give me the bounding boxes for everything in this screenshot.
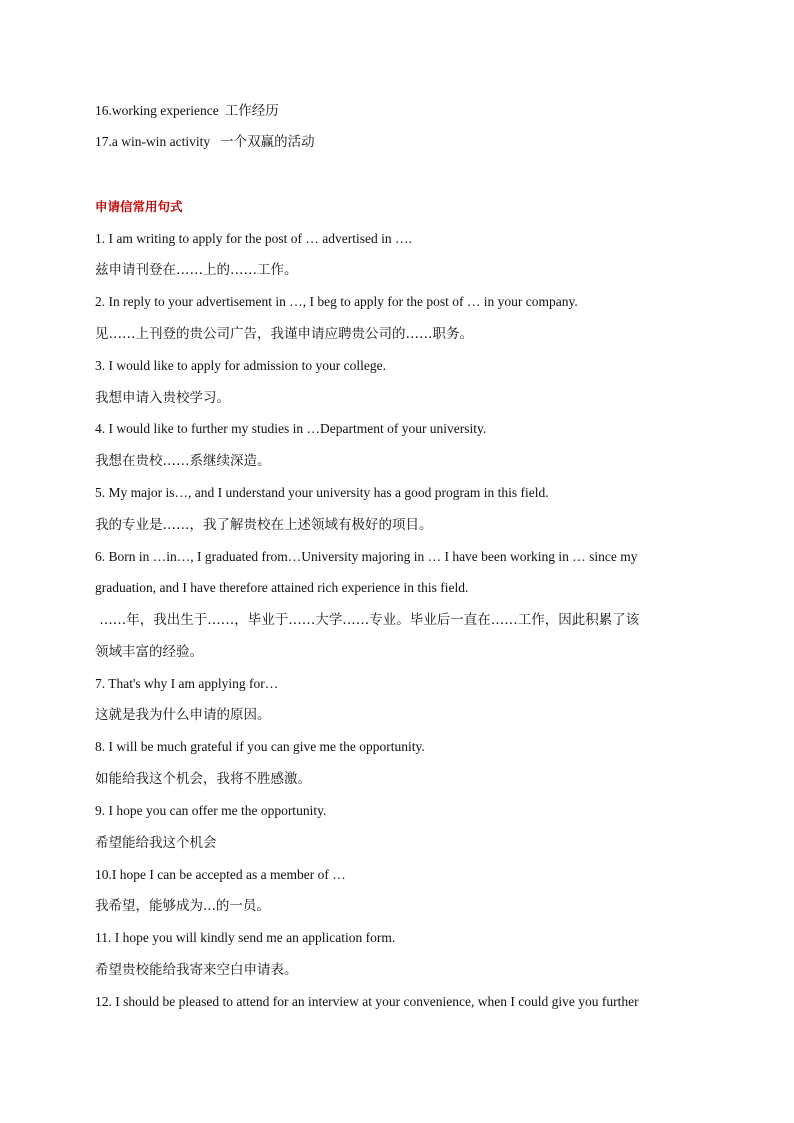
sentence-english: 3. I would like to apply for admission to your college.: [95, 358, 386, 373]
sentence-chinese: 我希望，能够成为...的一员。: [95, 898, 270, 914]
sentence-english: 2. In reply to your advertisement in …, I beg to apply for the post of … in your company.: [95, 294, 578, 309]
sentence-chinese: 我想在贵校……系继续深造。: [95, 453, 271, 469]
vocab-chinese: 工作经历: [224, 103, 279, 119]
sentence-chinese: ……年，我出生于……，毕业于……大学……专业。毕业后一直在……工作，因此积累了该: [95, 612, 640, 628]
sentence-english: 8. I will be much grateful if you can give me the opportunity.: [95, 739, 425, 754]
sentence-chinese: 希望贵校能给我寄来空白申请表。: [95, 962, 298, 978]
sentence-english: 10.I hope I can be accepted as a member of …: [95, 867, 346, 882]
sentence-english: 12. I should be pleased to attend for an interview at your convenience, when I could give you further: [95, 994, 639, 1009]
sentence-chinese-continued: 领域丰富的经验。: [95, 644, 203, 660]
sentence-chinese: 兹申请刊登在……上的……工作。: [95, 262, 298, 278]
sentence-chinese: 我的专业是……，我了解贵校在上述领域有极好的项目。: [95, 517, 433, 533]
sentence-chinese: 如能给我这个机会，我将不胜感激。: [95, 771, 311, 787]
sentence-english-continued: graduation, and I have therefore attained rich experience in this field.: [95, 580, 469, 595]
sentence-english: 6. Born in …in…, I graduated from…University majoring in … I have been working in … since my: [95, 549, 638, 564]
vocab-item-16: [95, 102, 705, 120]
vocab-chinese: 一个双赢的活动: [220, 134, 315, 150]
section-title: 申请信常用句式: [95, 199, 183, 214]
vocab-english: 17.a win-win activity: [95, 134, 211, 149]
vocab-english: 16.working experience: [95, 103, 219, 118]
sentence-english: 1. I am writing to apply for the post of … advertised in ….: [95, 231, 412, 246]
sentence-english: 11. I hope you will kindly send me an application form.: [95, 930, 396, 945]
sentence-english: 4. I would like to further my studies in …Department of your university.: [95, 421, 487, 436]
sentence-chinese: 我想申请入贵校学习。: [95, 390, 230, 406]
sentence-chinese: 这就是我为什么申请的原因。: [95, 707, 271, 723]
sentence-chinese: 见……上刊登的贵公司广告，我谨申请应聘贵公司的……职务。: [95, 326, 473, 342]
vocab-item-17: [95, 133, 705, 151]
sentence-english: 5. My major is…, and I understand your university has a good program in this field.: [95, 485, 549, 500]
sentence-english: 7. That's why I am applying for…: [95, 676, 279, 691]
sentence-english: 9. I hope you can offer me the opportunity.: [95, 803, 327, 818]
sentence-chinese: 希望能给我这个机会: [95, 835, 217, 851]
